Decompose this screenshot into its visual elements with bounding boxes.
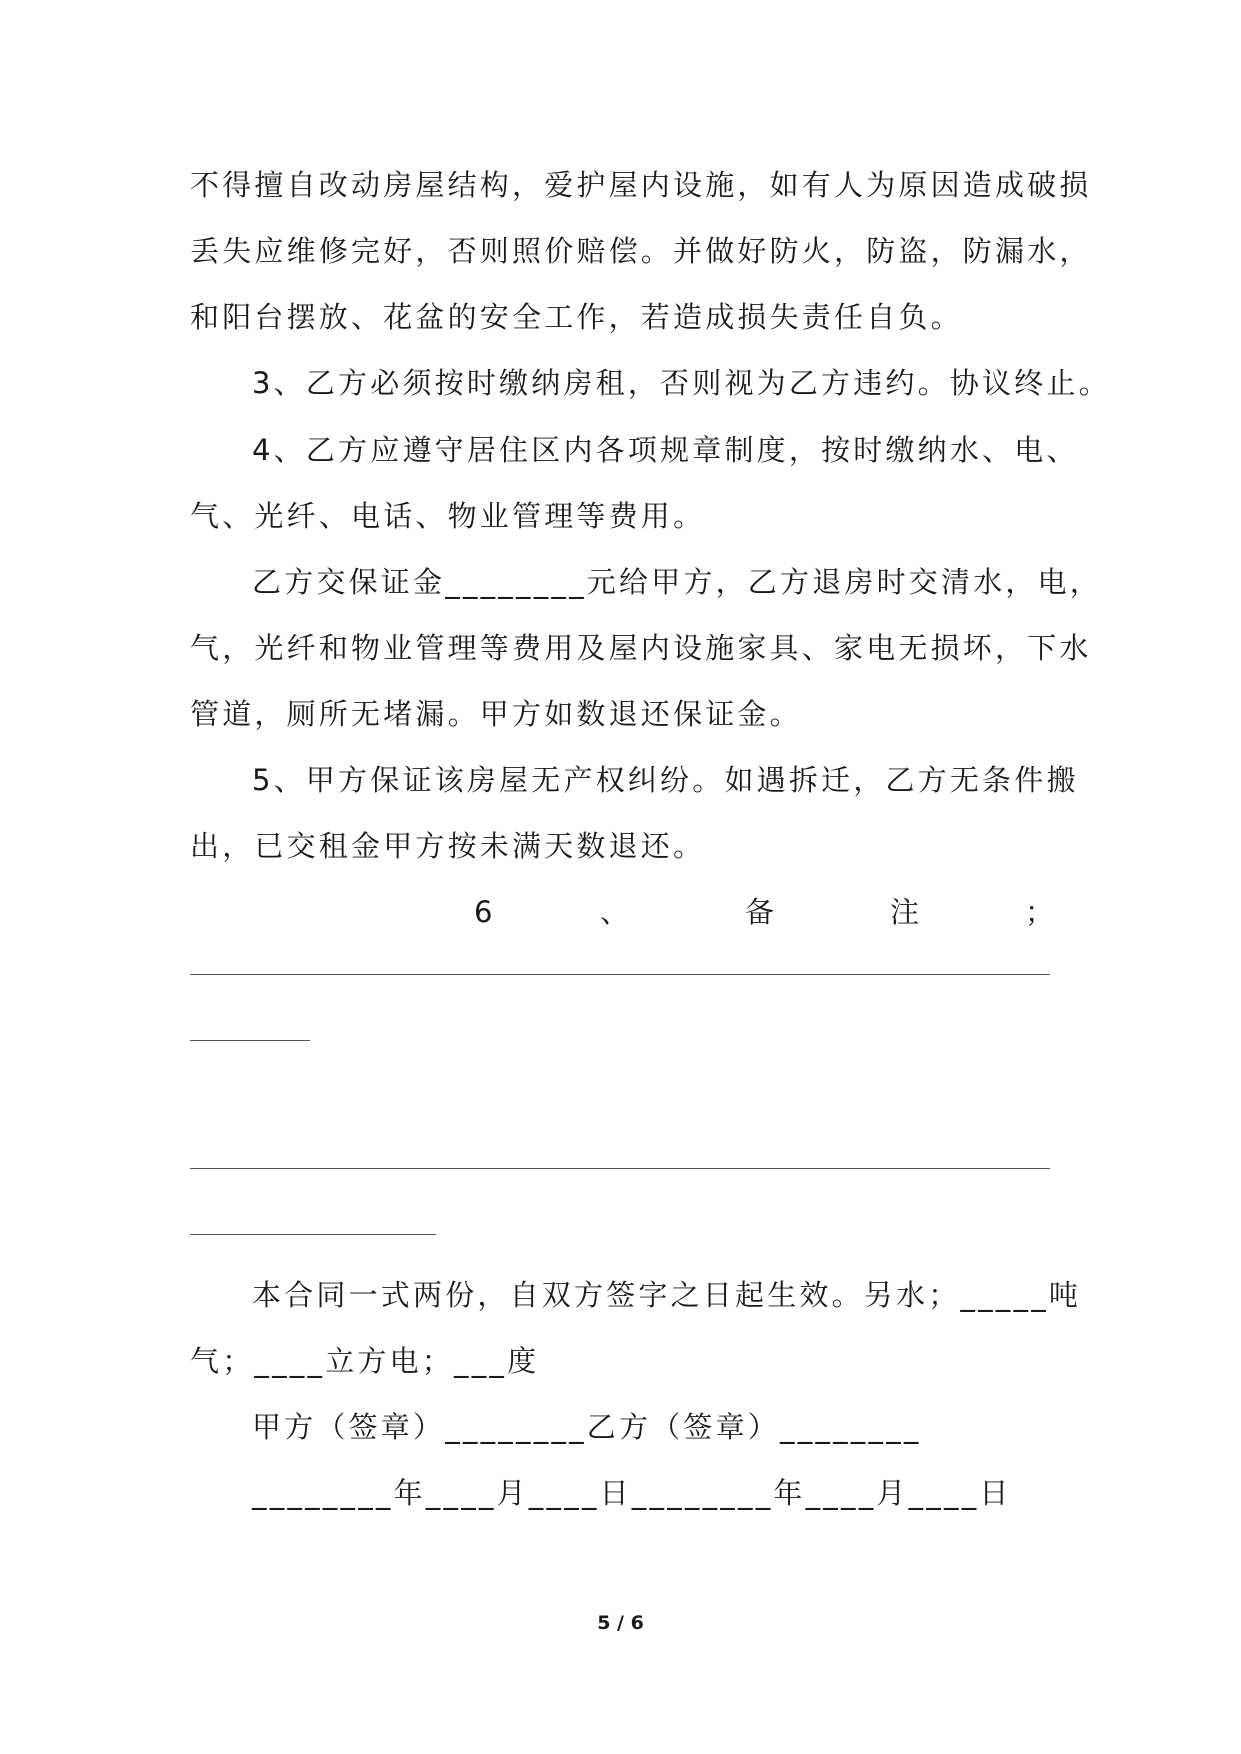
text-line: 气，光纤和物业管理等费用及屋内设施家具、家电无损坏，下水 [190,631,1092,665]
text-line: 丢失应维修完好，否则照价赔偿。并做好防火，防盗，防漏水， [190,234,1092,268]
text-line: 不得擅自改动房屋结构，爱护屋内设施，如有人为原因造成破损 [190,168,1092,202]
remark-number: 6 [474,895,493,929]
remark-end: ； [1025,895,1055,929]
remark-blank-line [190,1168,1050,1169]
text-line: 出，已交租金甲方按未满天数退还。 [190,829,706,863]
text-line: 管道，厕所无堵漏。甲方如数退还保证金。 [190,697,802,731]
clause-4: 4、乙方应遵守居住区内各项规章制度，按时缴纳水、电、 [252,433,1079,467]
clause-5: 5、甲方保证该房屋无产权纠纷。如遇拆迁，乙方无条件搬 [252,763,1079,797]
remark-blank-line [190,1040,310,1041]
remark-char-1: 备 [745,895,775,929]
remark-heading [190,892,1055,932]
text-line: 气；____立方电；___度 [190,1344,540,1378]
text-line: 气、光纤、电话、物业管理等费用。 [190,499,706,533]
remark-blank-line [190,974,1050,975]
deposit-clause: 乙方交保证金________元给甲方，乙方退房时交清水，电， [252,565,1103,599]
page-number: 5 / 6 [597,1612,644,1634]
remark-char-2: 注 [890,895,920,929]
remark-separator: 、 [600,895,630,929]
remark-blank-line [190,1234,436,1235]
date-line: ________年____月____日________年____月____日 [252,1476,1012,1510]
signature-line: 甲方（签章）________乙方（签章）________ [252,1410,922,1444]
text-line: 和阳台摆放、花盆的安全工作，若造成损失责任自负。 [190,300,963,334]
closing-clause: 本合同一式两份，自双方签字之日起生效。另水；_____吨 [252,1278,1082,1312]
clause-3: 3、乙方必须按时缴纳房租，否则视为乙方违约。协议终止。 [252,366,1111,400]
